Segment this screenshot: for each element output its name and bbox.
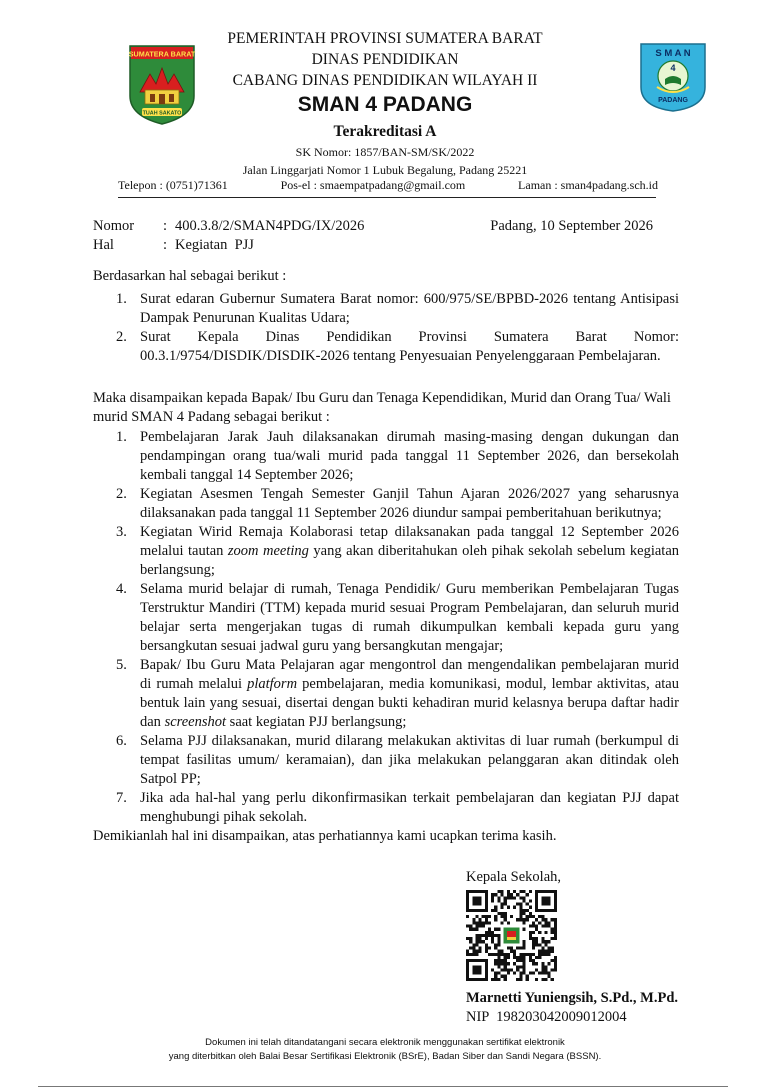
gov-name: PEMERINTAH PROVINSI SUMATERA BARAT <box>227 30 543 47</box>
point-item <box>93 789 679 827</box>
agency-name: DINAS PENDIDIKAN <box>311 51 459 68</box>
point-item-text: Bapak/ Ibu Guru Mata Pelajaran agar mengontrol dan mengendalikan pembelajaran murid di rumah melalui <box>140 657 679 692</box>
point-item-text: saat kegiatan PJJ berlangsung; <box>226 714 407 730</box>
phone: Telepon : (0751)71361 <box>118 178 228 192</box>
hal-label: Hal <box>93 237 114 253</box>
point-item-number: 5. <box>116 657 127 673</box>
point-item-text: Kegiatan Asesmen Tengah Semester Ganjil Tahun Ajaran 2026/2027 yang seharusnya dilaksanakan pada tanggal 11 September 2026 diundur sampai pemberitahuan berikutnya; <box>140 486 679 521</box>
point-item <box>93 523 679 580</box>
place-date: Padang, 10 September 2026 <box>490 218 653 234</box>
point-item-number: 2. <box>116 486 127 502</box>
point-item-text: Jika ada hal-hal yang perlu dikonfirmasikan terkait pembelajaran dan kegiatan PJJ dapat menghubungi pihak sekolah. <box>140 790 679 825</box>
point-item-number: 1. <box>116 429 127 445</box>
closing-text: Demikianlah hal ini disampaikan, atas perhatiannya kami ucapkan terima kasih. <box>93 828 557 844</box>
signer-name: Marnetti Yuniengsih, S.Pd., M.Pd. <box>466 990 679 1006</box>
basis-item-text: Surat edaran Gubernur Sumatera Barat nomor: 600/975/SE/BPBD-2026 tentang Antisipasi Dampak Penurunan Kualitas Udara; <box>140 291 679 326</box>
branch-name: CABANG DINAS PENDIDIKAN WILAYAH II <box>232 72 538 89</box>
hal-colon: : <box>163 237 168 253</box>
point-item-text: Selama murid belajar di rumah, Tenaga Pendidik/ Guru memberikan Pembelajaran Tugas Terstruktur Mandiri (TTM) kepada murid sesuai Program Pembelajaran, dan seluruh murid belajar serta mengerjakan tugas di rumah dikumpulkan kembali kepada guru yang bersangkutan sesuai jadwal guru yang bersangkutan mengajar; <box>140 581 679 654</box>
basis-item-text: Surat Kepala Dinas Pendidikan Provinsi Sumatera Barat Nomor: 00.3.1/9754/DISDIK/DISDIK-2026 tentang Penyesuaian Penyelenggaraan Pembelajaran. <box>140 329 679 364</box>
province-logo-bottom-text: TUAH SAKATO <box>142 110 182 117</box>
point-item-term: screenshot <box>164 714 227 730</box>
point-item <box>93 428 679 485</box>
point-item-term: zoom meeting <box>227 543 309 559</box>
school-name: SMAN 4 PADANG <box>297 93 473 116</box>
point-item-number: 7. <box>116 790 127 806</box>
point-item <box>93 485 679 523</box>
basis-item <box>93 290 679 328</box>
esign-note-1: Dokumen ini telah ditandatangani secara elektronik menggunakan sertifikat elektronik <box>205 1037 565 1048</box>
nomor-value: 400.3.8/2/SMAN4PDG/IX/2026 <box>175 218 365 234</box>
points-list <box>93 428 679 827</box>
school-logo-bottom-text: PADANG <box>658 97 688 104</box>
signer-nip: NIP 198203042009012004 <box>466 1009 627 1025</box>
point-item-term: platform <box>247 676 298 692</box>
hal-value: Kegiatan PJJ <box>175 237 254 253</box>
point-item-number: 4. <box>116 581 127 597</box>
qr-code-icon <box>466 890 557 981</box>
point-item-number: 6. <box>116 733 127 749</box>
footer-divider <box>38 1086 728 1087</box>
point-item-text: Kegiatan Wirid Remaja Kolaborasi tetap dilaksanakan pada tanggal 12 September 2026 melalui tautan <box>140 524 679 559</box>
province-logo-top-text: SUMATERA BARAT <box>128 49 196 59</box>
basis-list <box>93 290 679 366</box>
point-item-text: Selama PJJ dilaksanakan, murid dilarang melakukan aktivitas di luar rumah (berkumpul di tempat fasilitas umum/ keramaian), dan jika melakukan pelanggaran akan ditindak oleh Satpol PP; <box>140 733 679 787</box>
accreditation: Terakreditasi A <box>333 123 437 140</box>
basis-item-number: 2. <box>116 329 127 345</box>
school-logo-number: 4 <box>670 63 676 73</box>
point-item-text: Pembelajaran Jarak Jauh dilaksanakan dirumah masing-masing dengan dukungan dan pendampingan orang tua/wali murid pada tanggal 11 September 2026, dan bersekolah kembali tanggal 14 September 2026; <box>140 429 679 483</box>
school-address: Jalan Linggarjati Nomor 1 Lubuk Begalung, Padang 25221 <box>242 163 528 177</box>
school-logo-top-text: S M A N <box>655 48 691 59</box>
point-item <box>93 580 679 656</box>
nomor-label: Nomor <box>93 218 135 234</box>
point-item-number: 3. <box>116 524 127 540</box>
nomor-colon: : <box>163 218 168 234</box>
esign-note-2: yang diterbitkan oleh Balai Besar Sertifikasi Elektronik (BSrE), Badan Siber dan Sandi Negara (BSSN). <box>168 1051 602 1062</box>
letter-meta <box>93 217 653 255</box>
signer-title: Kepala Sekolah, <box>466 869 562 885</box>
intro-text: Berdasarkan hal sebagai berikut : <box>93 268 287 284</box>
point-item-text: pembelajaran, media komunikasi, modul, lembar aktivitas, atau bentuk lain yang sesuai, disertai dengan bukti kehadiran murid kelasnya berupa daftar hadir dan <box>140 676 679 730</box>
announce-text: Maka disampaikan kepada Bapak/ Ibu Guru dan Tenaga Kependidikan, Murid dan Orang Tua/ Wali murid SMAN 4 Padang sebagai berikut : <box>93 390 671 425</box>
point-item <box>93 732 679 789</box>
basis-item-number: 1. <box>116 291 127 307</box>
contact-line <box>118 178 658 193</box>
point-item-text: yang akan diberitahukan oleh pihak sekolah sebelum kegiatan berlangsung; <box>140 543 680 578</box>
basis-item <box>93 328 679 366</box>
email: Pos-el : smaempatpadang@gmail.com <box>280 178 466 192</box>
accreditation-sk: SK Nomor: 1857/BAN-SM/SK/2022 <box>295 145 475 159</box>
point-item <box>93 656 679 732</box>
website: Laman : sman4padang.sch.id <box>518 178 658 192</box>
header-divider <box>118 197 656 198</box>
